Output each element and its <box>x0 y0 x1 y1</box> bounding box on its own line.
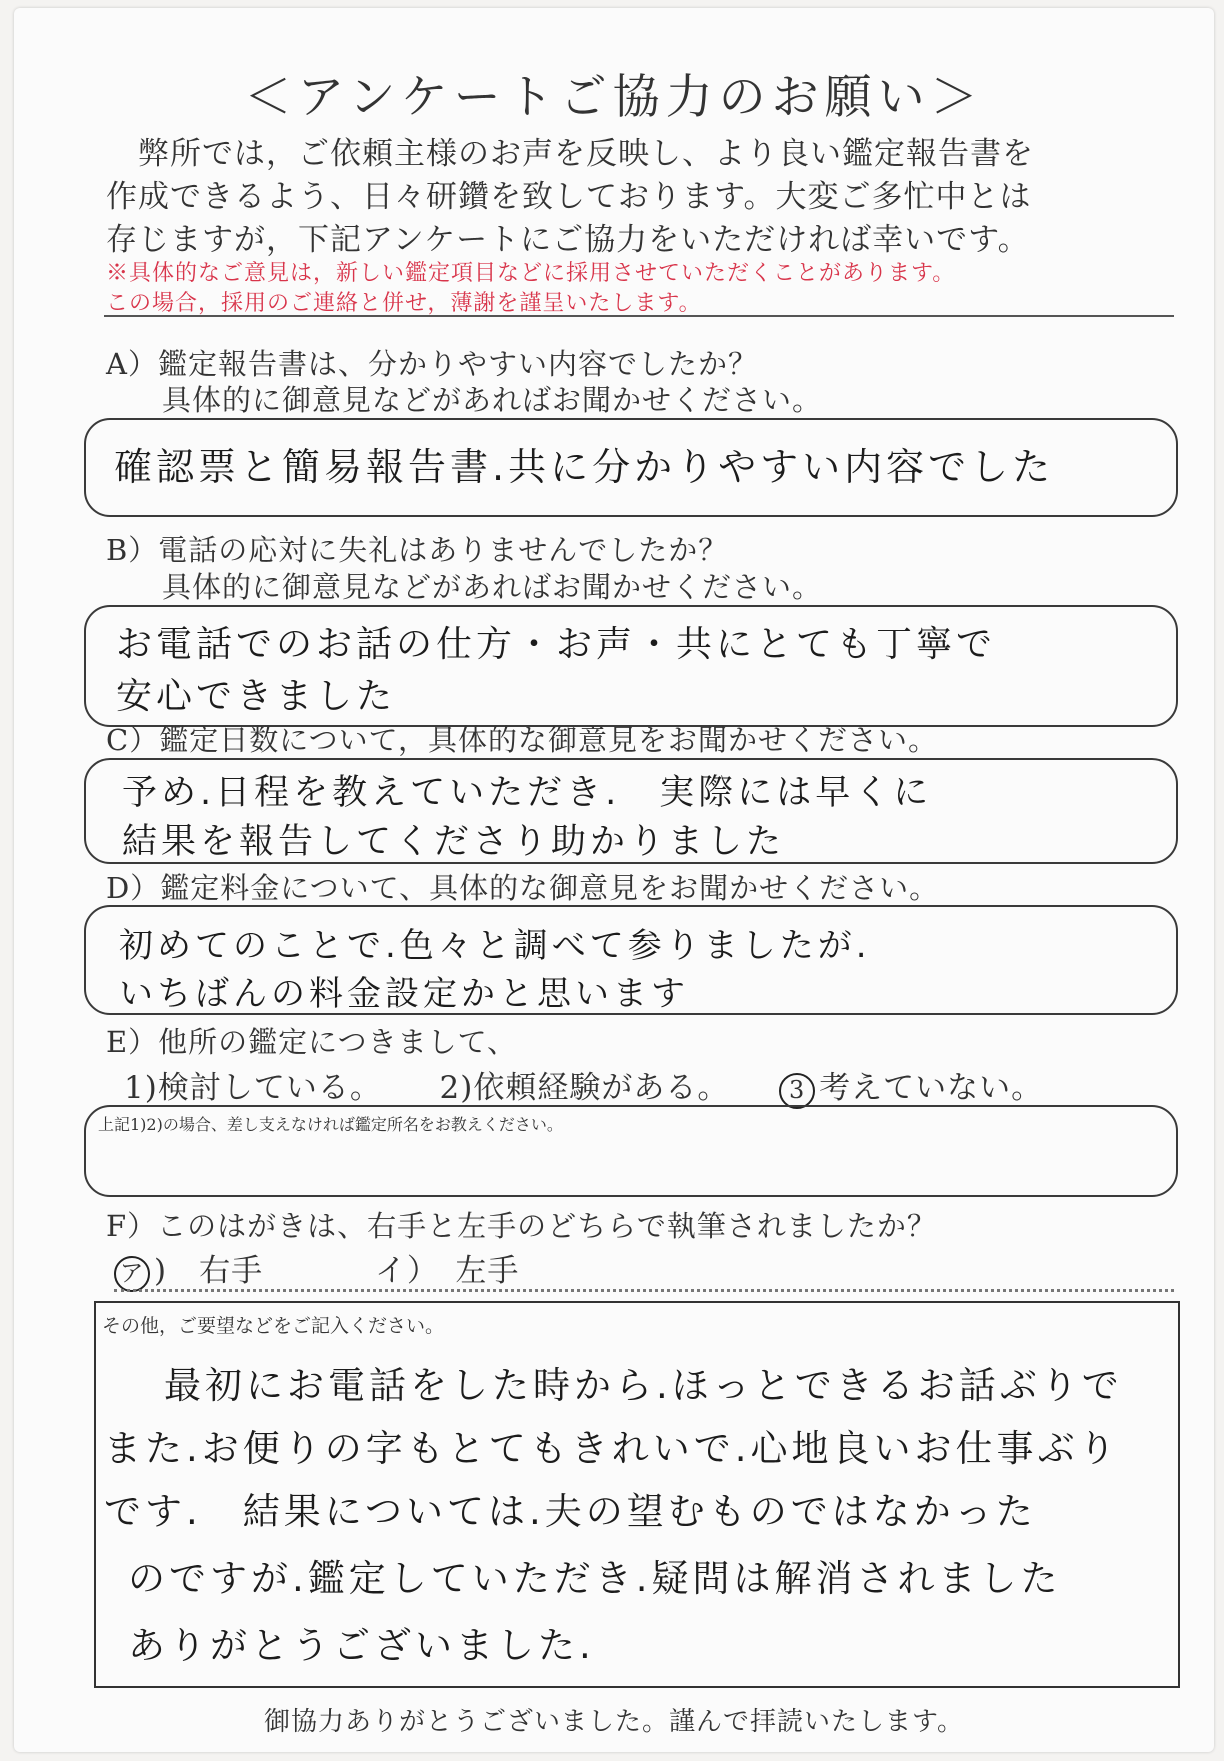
question-d: D）鑑定料金について、具体的な御意見をお聞かせください。 <box>106 871 940 905</box>
selected-circle-e: 3 <box>779 1073 815 1109</box>
answer-d-line-2: いちばんの料金設定かと思います <box>119 974 689 1014</box>
answer-c-line-2: 結果を報告してくださり助かりました <box>122 822 786 862</box>
question-a: A）鑑定報告書は、分かりやすい内容でしたか？ <box>106 347 758 381</box>
question-e: E）他所の鑑定につきまして、 <box>106 1025 518 1059</box>
other-line-3: です. 結果については.夫の望むものではなかった <box>104 1490 1037 1533</box>
option-e-1[interactable]: 1)検討している。 <box>124 1070 382 1106</box>
other-line-1: 最初にお電話をした時から.ほっとできるお話ぶりで <box>164 1364 1123 1407</box>
answer-b-line-2: 安心できました <box>116 676 397 717</box>
question-f-options <box>114 1245 519 1292</box>
question-b-sub: 具体的に御意見などがあればお聞かせください。 <box>162 570 823 604</box>
question-f: F）このはがきは、右手と左手のどちらで執筆されましたか？ <box>106 1209 937 1243</box>
note-line-2: この場合，採用のご連絡と併せ，薄謝を謹呈いたします。 <box>106 291 702 316</box>
question-a-sub: 具体的に御意見などがあればお聞かせください。 <box>162 383 823 417</box>
answer-b-line-1: お電話でのお話の仕方・お声・共にとても丁寧で <box>116 624 997 665</box>
question-e-options <box>124 1062 1043 1109</box>
option-e-2[interactable]: 2)依頼経験がある。 <box>439 1070 730 1106</box>
option-f-2[interactable]: イ） 左手 <box>374 1253 520 1289</box>
answer-d-line-1: 初めてのことで.色々と調べて参りましたが. <box>119 926 871 966</box>
answer-c-line-1: 予め.日程を教えていただき. 実際には早くに <box>122 773 933 813</box>
selected-circle-f: ア <box>114 1256 150 1292</box>
survey-title: ＜アンケートご協力のお願い＞ <box>244 70 984 125</box>
intro-line-2: 作成できるよう、日々研鑽を致しております。大変ご多忙中とは <box>106 179 1032 215</box>
option-f-1[interactable]: ) 右手 <box>154 1253 264 1289</box>
note-line-1: ※具体的なご意見は，新しい鑑定項目などに採用させていただくことがあります。 <box>106 261 956 286</box>
survey-card <box>14 8 1214 1752</box>
question-c: C）鑑定日数について，具体的な御意見をお聞かせください。 <box>106 723 939 757</box>
intro-line-3: 存じますが，下記アンケートにご協力をいただければ幸いです。 <box>106 222 1030 258</box>
other-line-2: また.お便りの字もとてもきれいで.心地良いお仕事ぶり <box>104 1427 1120 1470</box>
other-line-5: ありがとうございました. <box>128 1624 595 1667</box>
divider <box>104 315 1174 317</box>
intro-line-1: 弊所では，ご依頼主様のお声を反映し、より良い鑑定報告書を <box>106 136 1034 172</box>
answer-a-text: 確認票と簡易報告書.共に分かりやすい内容でした <box>114 445 1055 489</box>
answer-e-label: 上記1)2)の場合、差し支えなければ鑑定所名をお教えください。 <box>98 1115 563 1134</box>
other-comments-label: その他，ご要望などをご記入ください。 <box>102 1315 445 1337</box>
dotted-divider <box>114 1289 1174 1292</box>
question-b: B）電話の応対に失礼はありませんでしたか？ <box>106 533 729 567</box>
footer-thanks: 御協力ありがとうございました。謹んで拝読いたします。 <box>264 1707 964 1737</box>
option-e-3[interactable]: 考えていない。 <box>819 1070 1044 1106</box>
other-line-4: のですが.鑑定していただき.疑問は解消されました <box>128 1557 1062 1600</box>
